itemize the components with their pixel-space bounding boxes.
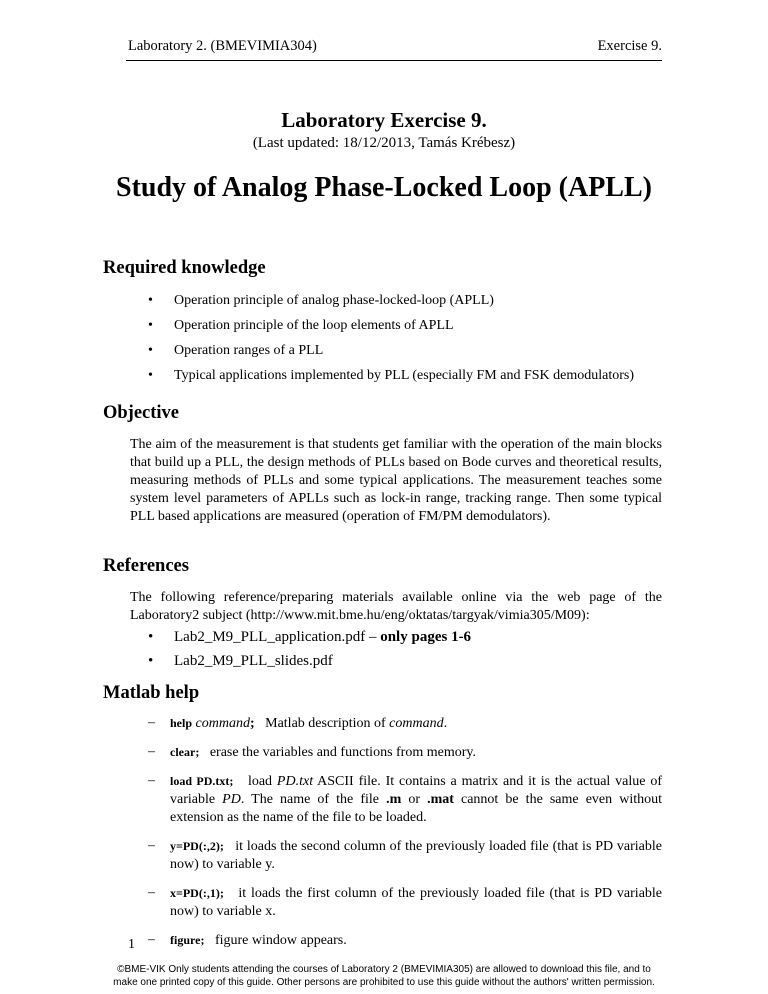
command-name: clear; xyxy=(170,745,200,759)
command-name: x=PD(:,1); xyxy=(170,886,224,900)
reference-separator: – xyxy=(365,629,381,645)
matlab-y-item xyxy=(148,837,662,874)
command-description: erase the variables and functions from memory. xyxy=(209,745,476,760)
running-header-right: Exercise 9. xyxy=(597,38,662,54)
command-description: . The name of the file xyxy=(240,792,387,807)
reference-file-name: Lab2_M9_PLL_application.pdf xyxy=(174,629,366,645)
last-updated-note: (Last updated: 18/12/2013, Tamás Krébesz) xyxy=(252,135,516,151)
references-paragraph: The following reference/preparing materials available online via the web page of the Laboratory2 subject (http://www.mit.bme.hu/eng/oktatas/targyak/vimia305/M09): xyxy=(130,590,662,623)
command-name: load PD.txt; xyxy=(170,774,234,788)
required-knowledge-heading: Required knowledge xyxy=(103,258,266,278)
command-name: figure; xyxy=(170,933,205,947)
command-description: ASCII file. It contains a matrix and it is the actual value of variable xyxy=(170,774,663,807)
matlab-command-list xyxy=(148,714,662,960)
document-title: Study of Analog Phase-Locked Loop (APLL) xyxy=(116,172,652,203)
variable-name: PD xyxy=(222,792,241,807)
command-description: cannot be the same even without extension as the name of the file to be loaded. xyxy=(170,792,662,825)
required-knowledge-list xyxy=(148,292,634,385)
page-number: 1 xyxy=(128,937,135,952)
command-description-argument: command xyxy=(389,716,444,731)
reference-note: only pages 1-6 xyxy=(380,629,472,645)
references-heading: References xyxy=(103,556,189,576)
list-item: • Operation ranges of a PLL xyxy=(148,342,634,360)
header-rule xyxy=(126,60,662,61)
command-semicolon: ; xyxy=(249,716,255,731)
matlab-help-heading: Matlab help xyxy=(103,683,200,703)
command-description: load xyxy=(247,774,277,789)
matlab-clear-item xyxy=(148,743,662,762)
running-header-left: Laboratory 2. (BMEVIMIA304) xyxy=(128,38,317,54)
command-argument: command xyxy=(195,716,250,731)
lab-exercise-title: Laboratory Exercise 9. xyxy=(281,108,487,132)
matlab-help-item xyxy=(148,714,662,733)
footer-line: ©BME-VIK Only students attending the courses of Laboratory 2 (BMEVIMIA305) are allowed to download this file, and to xyxy=(117,964,651,975)
list-item: • Typical applications implemented by PLL (especially FM and FSK demodulators) xyxy=(148,367,634,385)
command-description: it loads the second column of the previously loaded file (that is PD variable now) to variable y. xyxy=(170,839,662,872)
extension-m: .m xyxy=(386,792,402,807)
matlab-figure-item xyxy=(148,931,662,950)
objective-paragraph: The aim of the measurement is that students get familiar with the operation of the main blocks that build up a PLL, the design methods of PLLs based on Bode curves and theoretical results, measuring methods of PLLs and some typical applications. The measurement teaches some system level parameters of APLLs such as lock-in range, tracking range. Then some typical PLL based applications are measured (operation of FM/PM demodulators). xyxy=(130,437,662,524)
command-description-end: . xyxy=(443,716,448,731)
file-name: PD.txt xyxy=(276,774,314,789)
matlab-x-item xyxy=(148,884,662,921)
command-description: or xyxy=(401,792,428,807)
references-list xyxy=(148,628,471,676)
command-description: it loads the first column of the previously loaded file (that is PD variable now) to variable x. xyxy=(170,886,663,919)
command-description: Matlab description of xyxy=(265,716,390,731)
list-item: • Operation principle of the loop elements of APLL xyxy=(148,317,634,335)
command-description: figure window appears. xyxy=(214,933,347,948)
reference-file-name: Lab2_M9_PLL_slides.pdf xyxy=(174,653,333,669)
command-name: help xyxy=(170,716,193,730)
copyright-footer xyxy=(0,963,768,989)
matlab-load-item xyxy=(148,772,662,827)
extension-mat: .mat xyxy=(427,792,454,807)
objective-heading: Objective xyxy=(103,403,180,423)
reference-item xyxy=(148,652,471,670)
reference-item xyxy=(148,628,471,646)
list-item: • Operation principle of analog phase-locked-loop (APLL) xyxy=(148,292,634,310)
command-name: y=PD(:,2); xyxy=(170,839,224,853)
footer-line: make one printed copy of this guide. Other persons are prohibited to use this guide without the authors' written permission. xyxy=(113,977,655,988)
